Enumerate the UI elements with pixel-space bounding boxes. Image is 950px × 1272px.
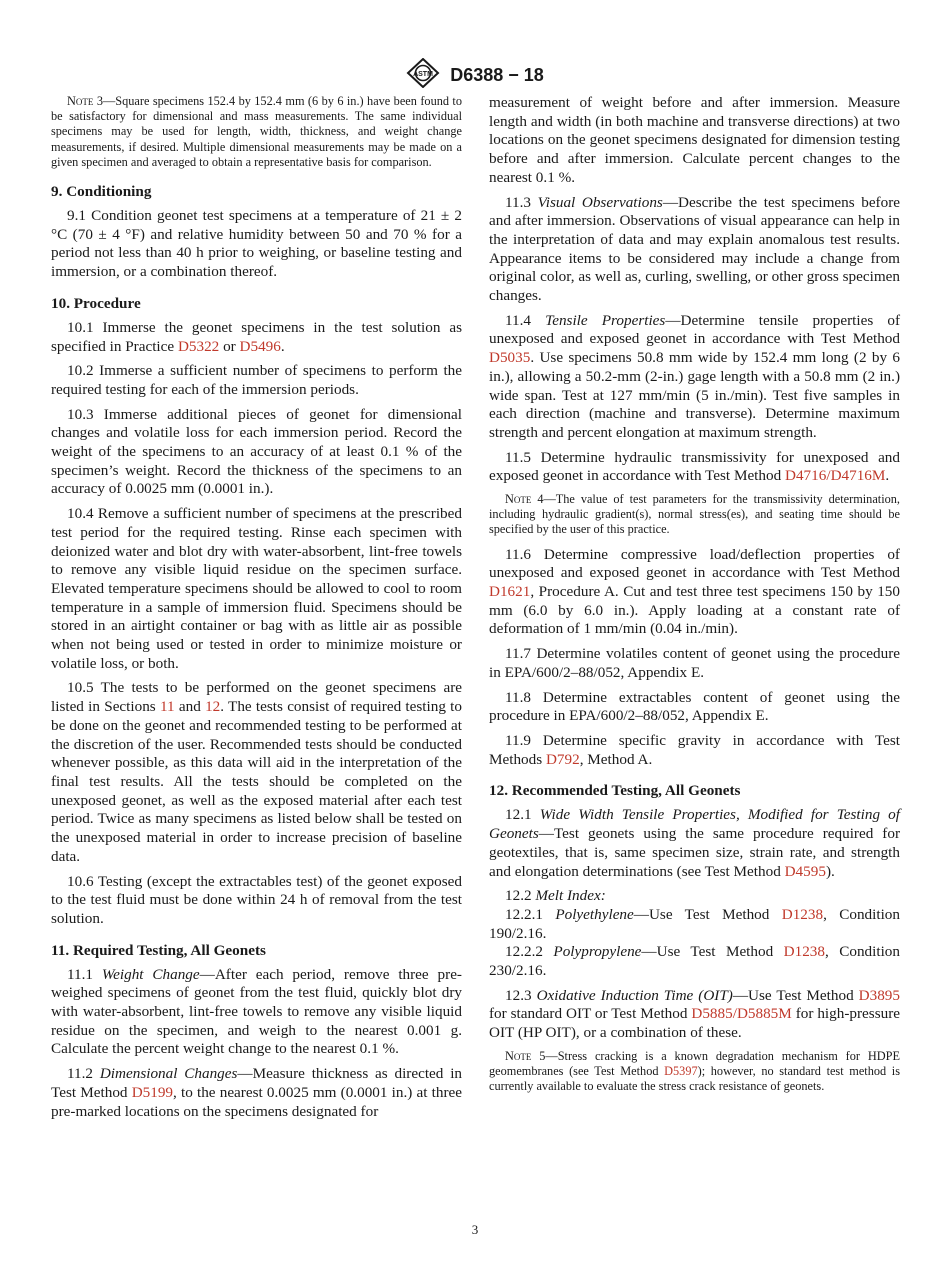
para-11-5: 11.5 Determine hydraulic transmissivity for unexposed and exposed geonet in accordance with Test Method D4716/D4716M. xyxy=(489,448,900,485)
ref-section-12-link[interactable]: 12 xyxy=(205,698,221,716)
para-10-3: 10.3 Immerse additional pieces of geonet for dimensional changes and volatile loss for each immersion period. Record the weight of the specimens to an accuracy of at least 0.1 % of the specimen’s weight. Record the thickness of the specimens to an accuracy of 0.0025 mm (0.0001 in.). xyxy=(51,405,462,498)
para-11-7: 11.7 Determine volatiles content of geonet using the procedure in EPA/600/2–88/052, Appendix E. xyxy=(489,645,900,681)
ref-d5199-link[interactable]: D5199 xyxy=(131,1083,174,1101)
para-12-2-2: 12.2.2 Polypropylene—Use Test Method D1238, Condition 230/2.16. xyxy=(489,943,900,980)
ref-d1238-link-2[interactable]: D1238 xyxy=(783,943,825,961)
ref-section-11-link[interactable]: 11 xyxy=(159,698,175,716)
ref-d792-link[interactable]: D792 xyxy=(545,750,580,768)
ref-d4716-link[interactable]: D4716/D4716M xyxy=(785,467,886,485)
para-11-6: 11.6 Determine compressive load/deflection properties of unexposed and exposed geonet in accordance with Test Method D1621, Procedure A. Cut and test three test specimens 150 by 150 mm (6.0 by 6.0 in.). Apply loading at a constant rate of deformation of 1 mm/min (0.04 in./min). xyxy=(489,545,900,638)
page-number: 3 xyxy=(471,1222,479,1237)
section-9-heading: 9. Conditioning xyxy=(51,183,152,201)
para-11-3: 11.3 Visual Observations—Describe the test specimens before and after immersion. Observations of visual appearance can help in the interpretation of data and may explain anomalous test results. Appearance items to be considered may include a change from original color, as well as, curling, swelling, or other gross specimen changes. xyxy=(489,193,901,305)
para-11-1: 11.1 Weight Change—After each period, remove three pre-weighed specimens of geonet from the test fluid, quickly blot dry with water-absorbent, lint-free towels to remove any visible liquid residue on the specimen, and weigh to the nearest 0.001 g. Calculate the percent weight change to the nearest 0.1 %. xyxy=(51,965,462,1058)
para-11-4: 11.4 Tensile Properties—Determine tensile properties of unexposed and exposed geonet in accordance with Test Method D5035. Use specimens 50.8 mm wide by 152.4 mm long (2 by 6 in.), allowing a 50.2-mm (2-in.) gage length with a 50.8 mm (2 in.) wide span. Test at 127 mm/min (5 in./min). Test five samples in each direction (machine and transverse). Determine maximum strength and percent elongation at maximum strength. xyxy=(489,311,901,441)
para-12-2-1: 12.2.1 Polyethylene—Use Test Method D1238, Condition 190/2.16. xyxy=(489,905,900,942)
para-11-2-continued: measurement of weight before and after immersion. Measure length and width (in both machine and transverse directions) at two locations on the geonet specimens designated for dimension testing before and after immersion. Calculate percent changes to the nearest 0.1 %. xyxy=(489,94,900,186)
left-column xyxy=(51,94,462,1121)
section-10-heading: 10. Procedure xyxy=(51,294,141,312)
ref-d1621-link[interactable]: D1621 xyxy=(489,583,531,601)
note-4: Note 4—The value of test parameters for the transmissivity determination, including hydraulic gradient(s), normal stress(es), and seating time should be specified by the user of this practice. xyxy=(489,492,900,537)
para-10-1: 10.1 Immerse the geonet specimens in the test solution as specified in Practice D5322 or D5496. xyxy=(51,318,462,355)
para-11-9: 11.9 Determine specific gravity in accordance with Test Methods D792, Method A. xyxy=(489,732,900,768)
ref-d5397-link[interactable]: D5397 xyxy=(664,1064,698,1079)
para-11-2: 11.2 Dimensional Changes—Measure thickness as directed in Test Method D5199, to the nearest 0.0025 mm (0.0001 in.) at three pre-marked locations on the specimens designated for xyxy=(51,1065,463,1120)
ref-d5496-link[interactable]: D5496 xyxy=(239,337,281,355)
para-10-2: 10.2 Immerse a sufficient number of specimens to perform the required testing for each of the immersion periods. xyxy=(51,362,462,398)
note-3: Note 3—Square specimens 152.4 by 152.4 mm (6 by 6 in.) have been found to be satisfactory for dimensional and mass measurements. The same individual specimens may be used for length, width, thickness, and weight change measurements, if desired. Multiple dimensional measurements may be made on a given specimen and averaged to obtain a representative basis for comparison. xyxy=(51,94,462,169)
standard-designation: D6388 − 18 xyxy=(450,65,544,85)
section-12-heading: 12. Recommended Testing, All Geonets xyxy=(489,782,741,800)
svg-text:ASTM: ASTM xyxy=(413,71,434,78)
para-10-6: 10.6 Testing (except the extractables test) of the geonet exposed to the test fluid must be done within 24 h of removal from the test solution. xyxy=(51,872,462,927)
astm-logo-icon xyxy=(406,58,440,93)
ref-d1238-link[interactable]: D1238 xyxy=(781,905,824,923)
para-10-4: 10.4 Remove a sufficient number of specimens at the prescribed test period for the required testing. Rinse each specimen with deionized water and blot dry with water-absorbent, lint-free towels to remove any visible liquid residue on the specimen surface. Elevated temperature specimens should be allowed to cool to room temperature in a sample of immersion fluid. Specimens should be stored in an airtight container or bag with as little air as possible when not being used or tested in order to minimize moisture or volatile loss, or both. xyxy=(51,505,462,672)
ref-d5322-link[interactable]: D5322 xyxy=(177,337,220,355)
section-11-heading: 11. Required Testing, All Geonets xyxy=(51,941,266,959)
ref-d5035-link[interactable]: D5035 xyxy=(489,349,531,367)
para-11-8: 11.8 Determine extractables content of geonet using the procedure in EPA/600/2–88/052, Appendix E. xyxy=(489,688,900,725)
para-12-3: 12.3 Oxidative Induction Time (OIT)—Use Test Method D3895 for standard OIT or Test Method D5885/D5885M for high-pressure OIT (HP OIT), or a combination of these. xyxy=(489,986,900,1042)
ref-d4595-link[interactable]: D4595 xyxy=(784,862,826,880)
ref-d3895-link[interactable]: D3895 xyxy=(858,986,900,1004)
ref-d5885-link[interactable]: D5885/D5885M xyxy=(691,1005,792,1023)
page-header xyxy=(0,58,950,93)
note-5: Note 5—Stress cracking is a known degradation mechanism for HDPE geomembranes (see Test Method D5397); however, no standard test method is currently available to evaluate the stress crack resistance of geonets. xyxy=(489,1048,901,1094)
para-12-1: 12.1 Wide Width Tensile Properties, Modified for Testing of Geonets—Test geonets using the same procedure required for geotextiles, that is, same specimen size, strain rate, and strength and elongation determinations (see Test Method D4595). xyxy=(489,806,900,880)
para-10-5: 10.5 The tests to be performed on the geonet specimens are listed in Sections 11 and 12. The tests consist of required testing to be done on the geonet and recommended testing to be performed at the discretion of the user. Recommended tests should be conducted whenever possible, as this data will aid in the interpretation of the final test results. All the tests should be completed on the unexposed geonet, as well as the exposed material after each test period. Twice as many specimens as listed below shall be tested on the unexposed material in order to increase precision of baseline data. xyxy=(51,679,462,865)
para-12-2: 12.2 Melt Index: xyxy=(505,887,606,905)
right-column xyxy=(489,94,900,1102)
para-9-1: 9.1 Condition geonet test specimens at a temperature of 21 ± 2 °C (70 ± 4 °F) and relative humidity between 50 and 70 % for a period not less than 40 h prior to weighing, or baseline testing and immersion, or a combination thereof. xyxy=(51,207,462,281)
